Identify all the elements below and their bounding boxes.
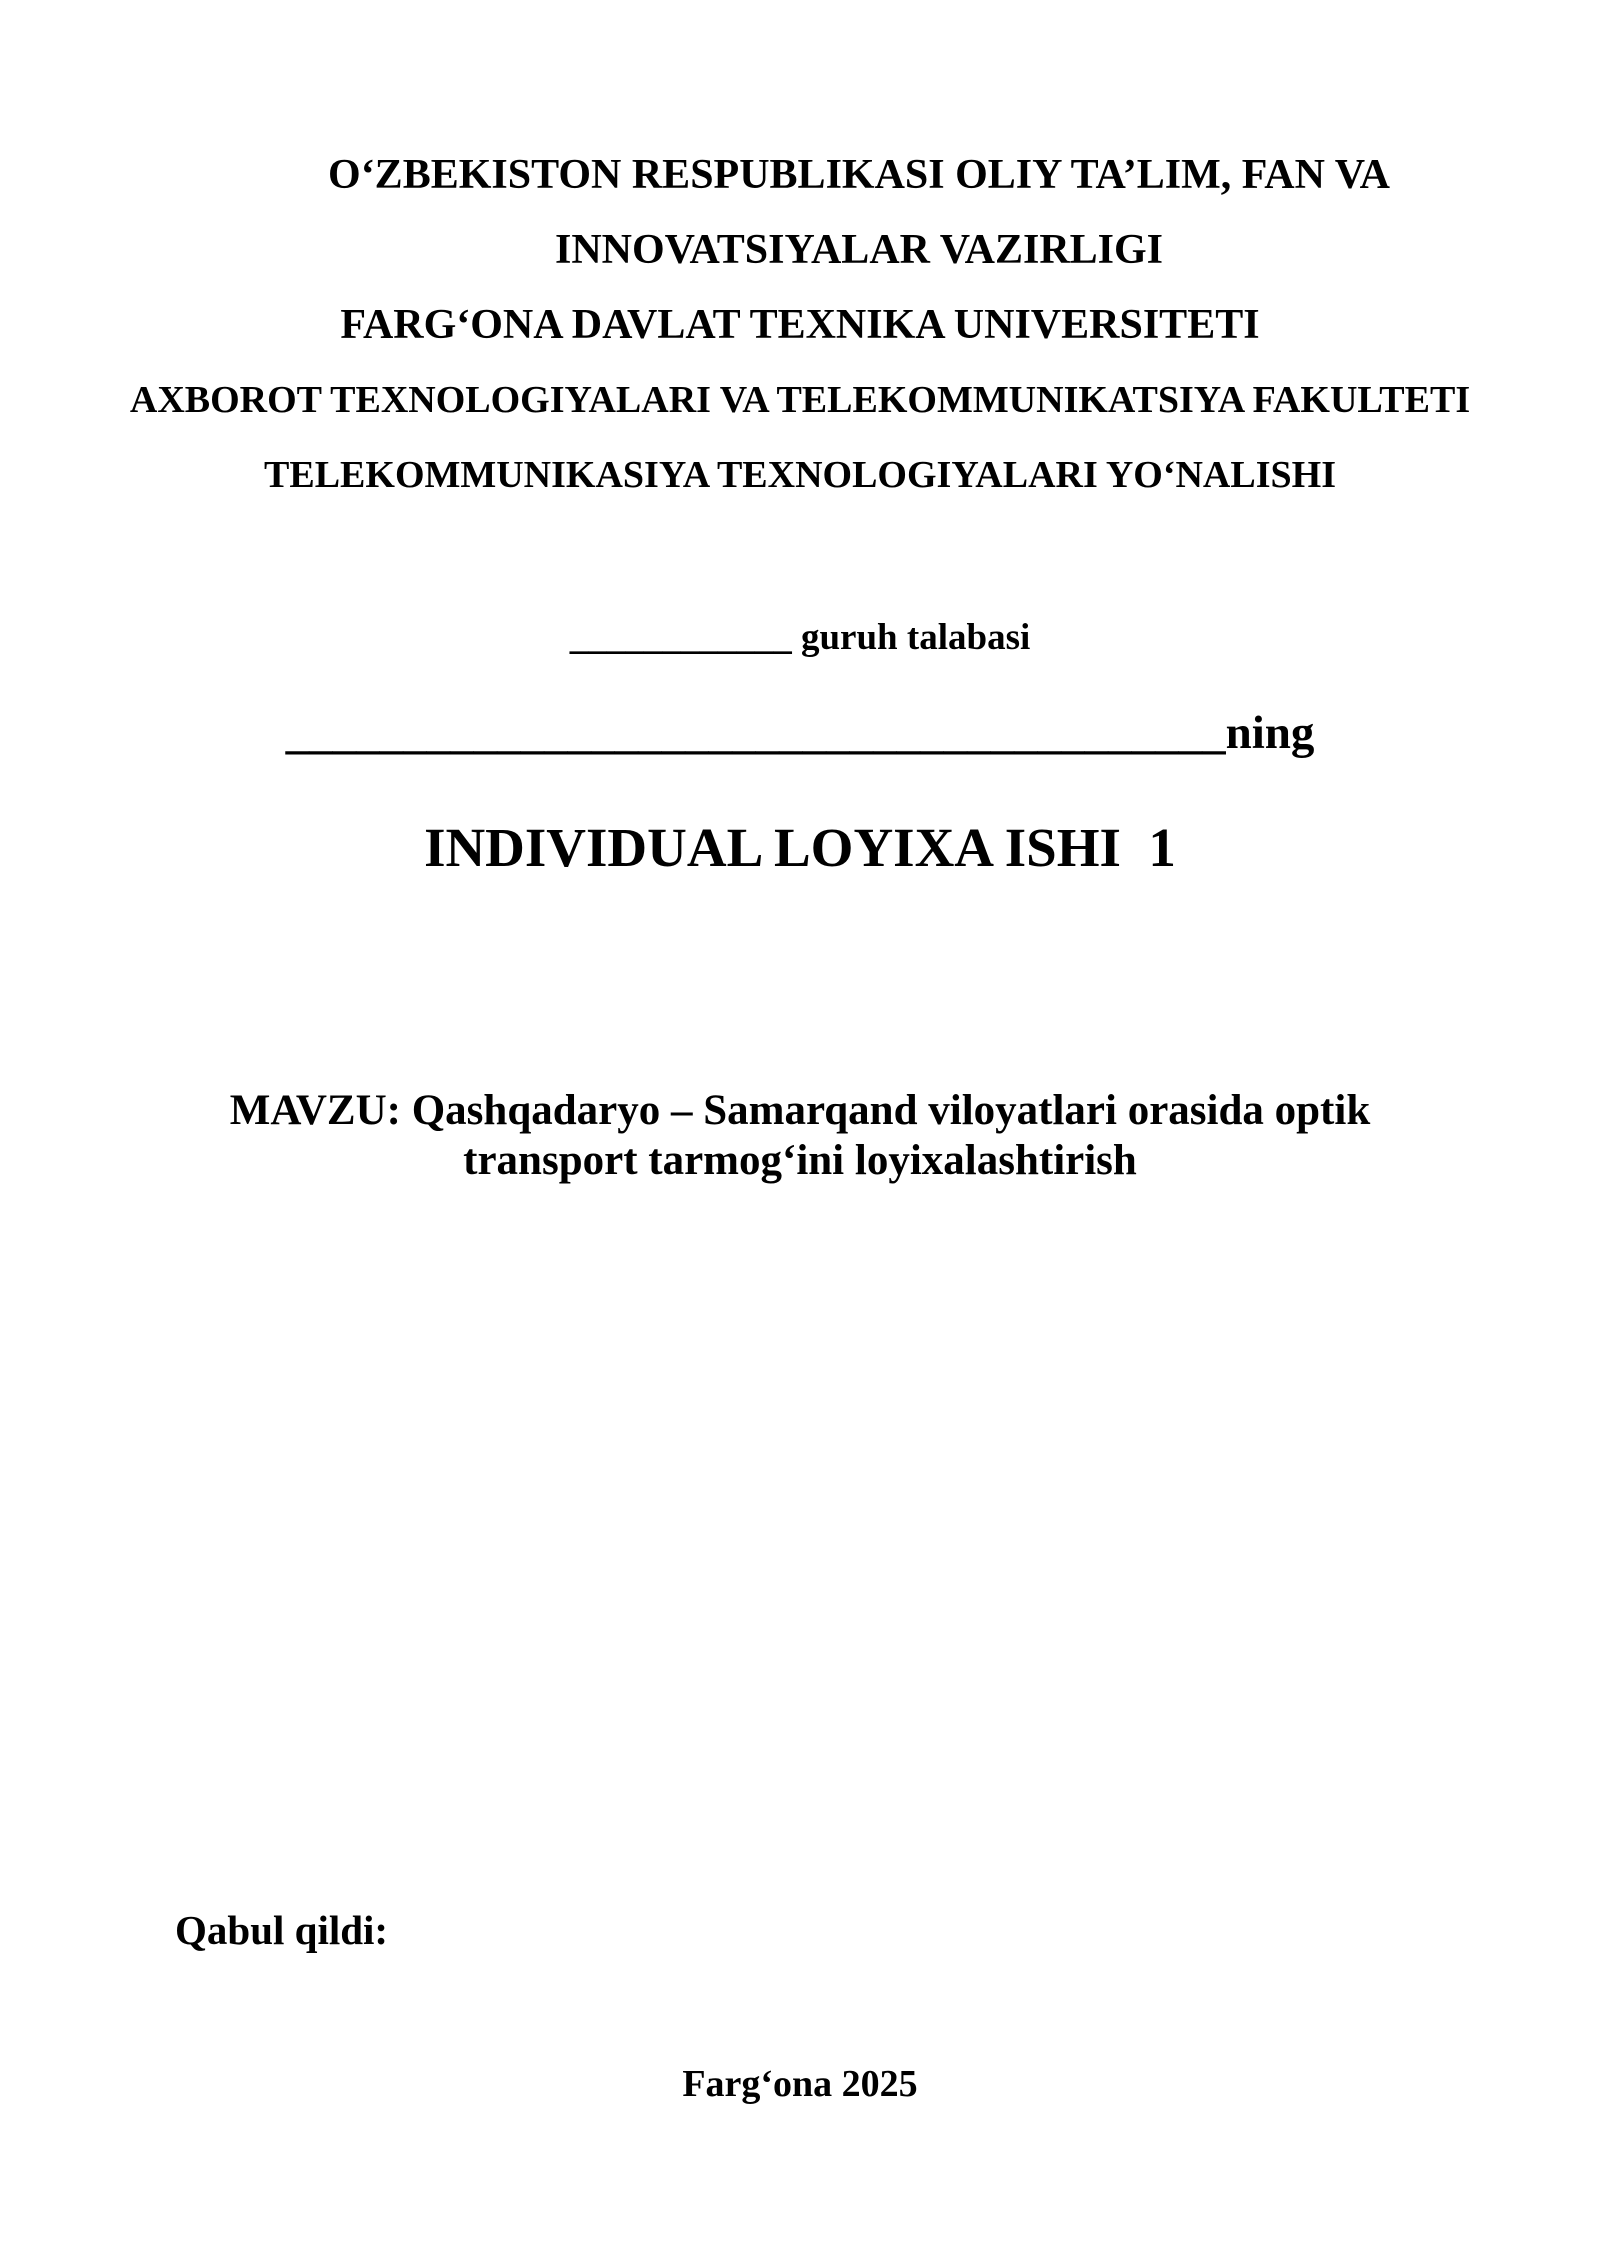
name-suffix: ning [1225, 707, 1315, 759]
document-title: INDIVIDUAL LOYIXA ISHI 1 [424, 817, 1176, 878]
topic-line-2: transport tarmog‘ini loyixalashtirish [463, 1137, 1137, 1184]
student-name-line [0, 706, 1600, 760]
faculty-name: AXBOROT TEXNOLOGIYALARI VA TELEKOMMUNIKATSIYA FAKULTETI [129, 379, 1471, 421]
topic-block [0, 1086, 1600, 1186]
ministry-line-1: O‘ZBEKISTON RESPUBLIKASI OLIY TA’LIM, FAN VA [328, 152, 1390, 198]
name-blank-field: ________________________________________ [285, 707, 1226, 759]
student-group-line [0, 616, 1600, 659]
department-name: TELEKOMMUNIKASIYA TEXNOLOGIYALARI YO‘NALISHI [264, 454, 1336, 496]
group-label: guruh talabasi [800, 617, 1031, 658]
reviewer-label: Qabul qildi: [175, 1907, 389, 1953]
group-blank-field: ____________ [569, 617, 792, 658]
ministry-line-2: INNOVATSIYALAR VAZIRLIGI [554, 227, 1164, 273]
university-name: FARG‘ONA DAVLAT TEXNIKA UNIVERSITETI [340, 302, 1260, 348]
city-year: Farg‘ona 2025 [682, 2063, 918, 2105]
topic-line-1: MAVZU: Qashqadaryo – Samarqand viloyatlari orasida optik [229, 1087, 1371, 1134]
document-header [0, 138, 1600, 513]
